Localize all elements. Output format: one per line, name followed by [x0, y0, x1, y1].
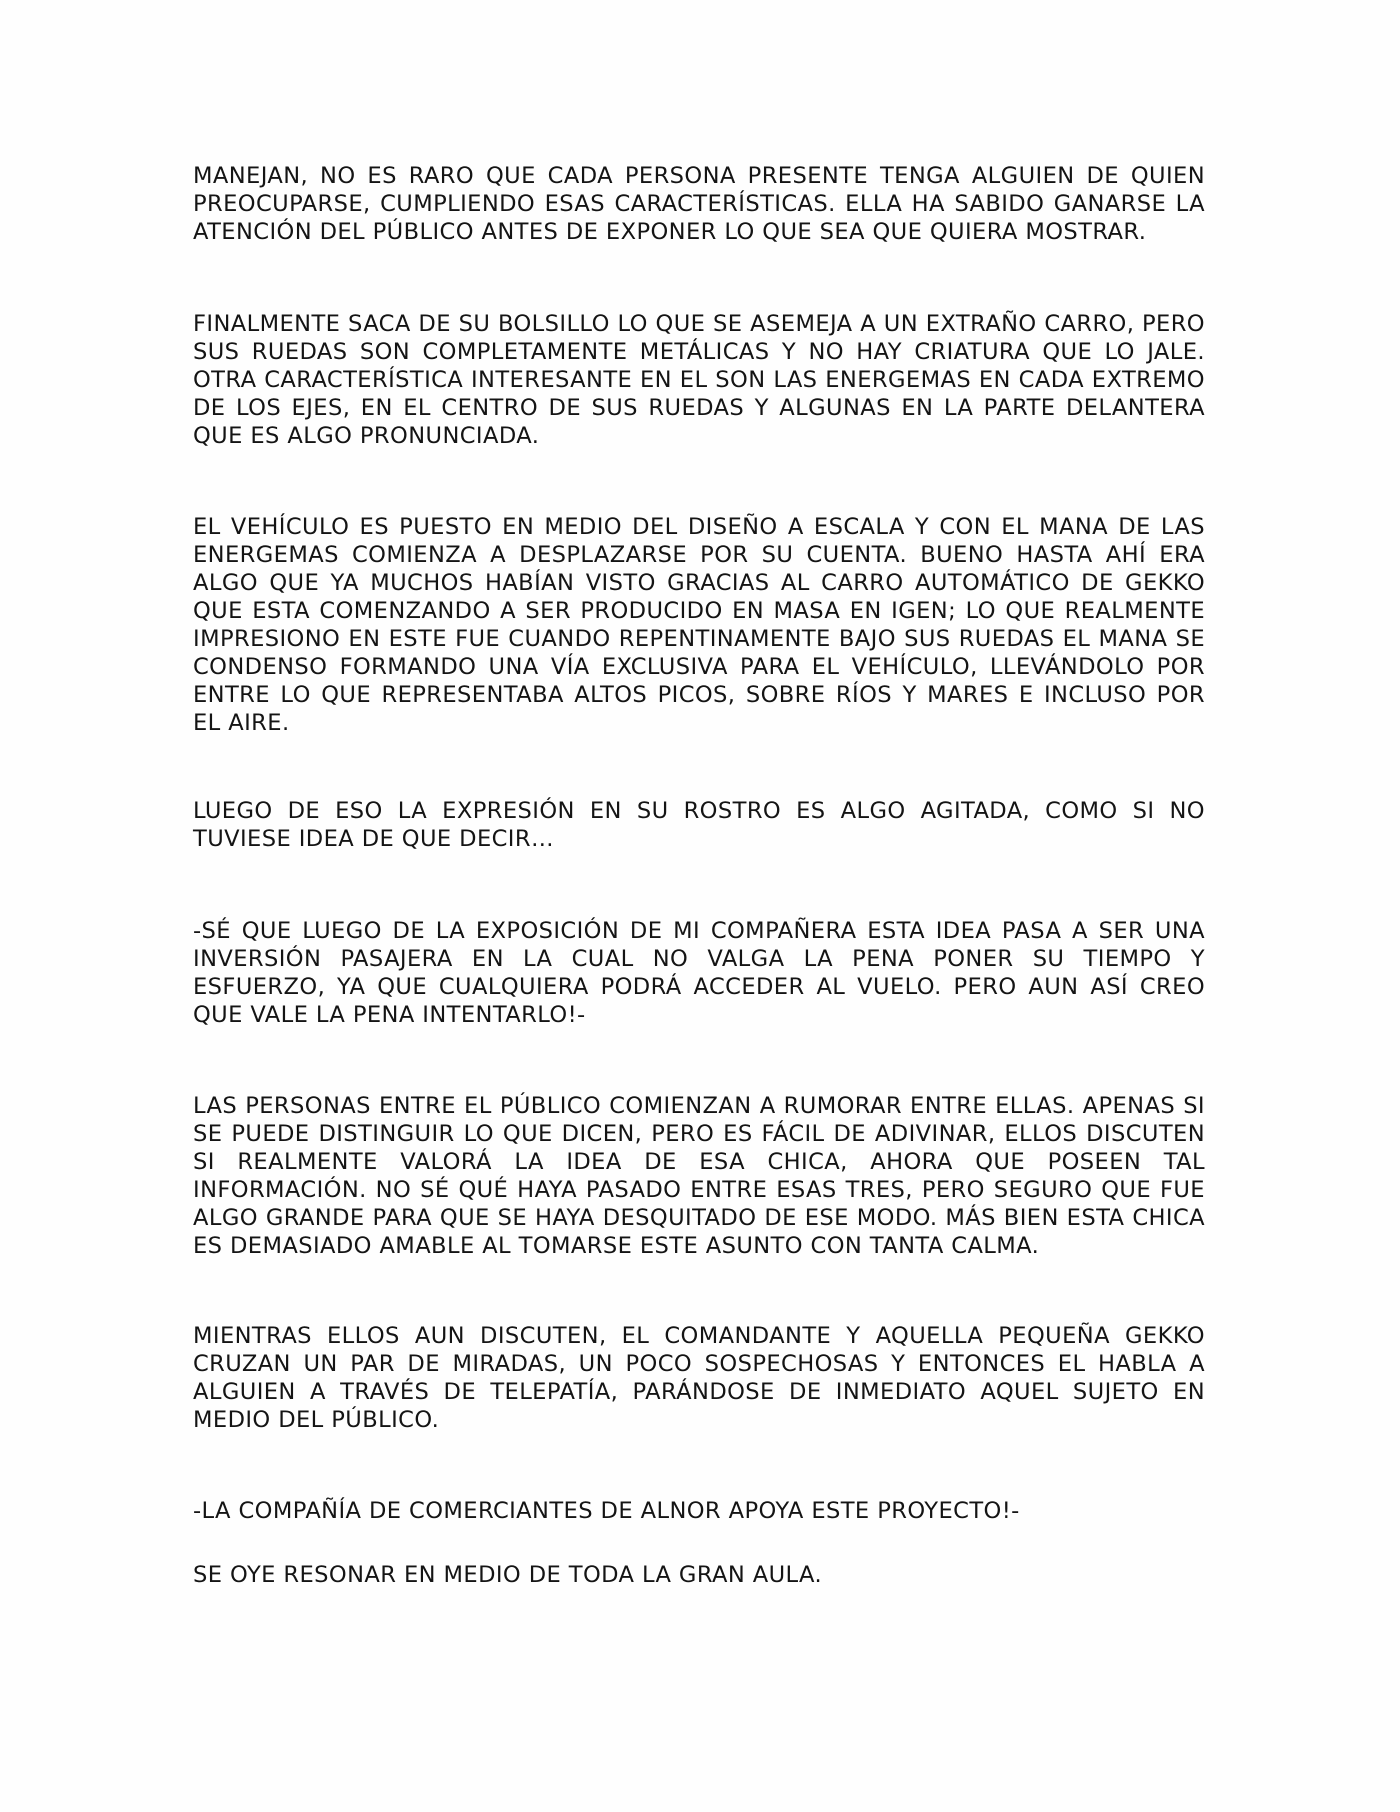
paragraph-1: MANEJAN, NO ES RARO QUE CADA PERSONA PRESENTE TENGA ALGUIEN DE QUIEN PREOCUPARSE, CUMPLIENDO ESAS CARACTERÍSTICAS. ELLA HA SABIDO GANARSE LA ATENCIÓN DEL PÚBLICO ANTES DE EXPONER LO QUE SEA QUE QUIERA MOSTRAR.: [193, 163, 1205, 245]
paragraph-7: MIENTRAS ELLOS AUN DISCUTEN, EL COMANDANTE Y AQUELLA PEQUEÑA GEKKO CRUZAN UN PAR DE MIRADAS, UN POCO SOSPECHOSAS Y ENTONCES EL HABLA A ALGUIEN A TRAVÉS DE TELEPATÍA, PARÁNDOSE DE INMEDIATO AQUEL SUJETO EN MEDIO DEL PÚBLICO.: [193, 1323, 1205, 1433]
paragraph-4: LUEGO DE ESO LA EXPRESIÓN EN SU ROSTRO ES ALGO AGITADA, COMO SI NO TUVIESE IDEA DE QUE DECIR…: [193, 798, 1205, 852]
paragraph-2: FINALMENTE SACA DE SU BOLSILLO LO QUE SE ASEMEJA A UN EXTRAÑO CARRO, PERO SUS RUEDAS SON COMPLETAMENTE METÁLICAS Y NO HAY CRIATURA QUE LO JALE. OTRA CARACTERÍSTICA INTERESANTE EN EL SON LAS ENERGEMAS EN CADA EXTREMO DE LOS EJES, EN EL CENTRO DE SUS RUEDAS Y ALGUNAS EN LA PARTE DELANTERA QUE ES ALGO PRONUNCIADA.: [193, 311, 1205, 449]
paragraph-3: EL VEHÍCULO ES PUESTO EN MEDIO DEL DISEÑO A ESCALA Y CON EL MANA DE LAS ENERGEMAS COMIENZA A DESPLAZARSE POR SU CUENTA. BUENO HASTA AHÍ ERA ALGO QUE YA MUCHOS HABÍAN VISTO GRACIAS AL CARRO AUTOMÁTICO DE GEKKO QUE ESTA COMENZANDO A SER PRODUCIDO EN MASA EN IGEN; LO QUE REALMENTE IMPRESIONO EN ESTE FUE CUANDO REPENTINAMENTE BAJO SUS RUEDAS EL MANA SE CONDENSO FORMANDO UNA VÍA EXCLUSIVA PARA EL VEHÍCULO, LLEVÁNDOLO POR ENTRE LO QUE REPRESENTABA ALTOS PICOS, SOBRE RÍOS Y MARES E INCLUSO POR EL AIRE.: [193, 514, 1205, 736]
paragraph-6: LAS PERSONAS ENTRE EL PÚBLICO COMIENZAN A RUMORAR ENTRE ELLAS. APENAS SI SE PUEDE DISTINGUIR LO QUE DICEN, PERO ES FÁCIL DE ADIVINAR, ELLOS DISCUTEN SI REALMENTE VALORÁ LA IDEA DE ESA CHICA, AHORA QUE POSEEN TAL INFORMACIÓN. NO SÉ QUÉ HAYA PASADO ENTRE ESAS TRES, PERO SEGURO QUE FUE ALGO GRANDE PARA QUE SE HAYA DESQUITADO DE ESE MODO. MÁS BIEN ESTA CHICA ES DEMASIADO AMABLE AL TOMARSE ESTE ASUNTO CON TANTA CALMA.: [193, 1093, 1205, 1259]
paragraph-9: SE OYE RESONAR EN MEDIO DE TODA LA GRAN AULA.: [193, 1562, 823, 1588]
paragraph-8: -LA COMPAÑÍA DE COMERCIANTES DE ALNOR APOYA ESTE PROYECTO!-: [193, 1498, 1020, 1524]
paragraph-5: -SÉ QUE LUEGO DE LA EXPOSICIÓN DE MI COMPAÑERA ESTA IDEA PASA A SER UNA INVERSIÓN PASAJERA EN LA CUAL NO VALGA LA PENA PONER SU TIEMPO Y ESFUERZO, YA QUE CUALQUIERA PODRÁ ACCEDER AL VUELO. PERO AUN ASÍ CREO QUE VALE LA PENA INTENTARLO!-: [193, 918, 1205, 1028]
